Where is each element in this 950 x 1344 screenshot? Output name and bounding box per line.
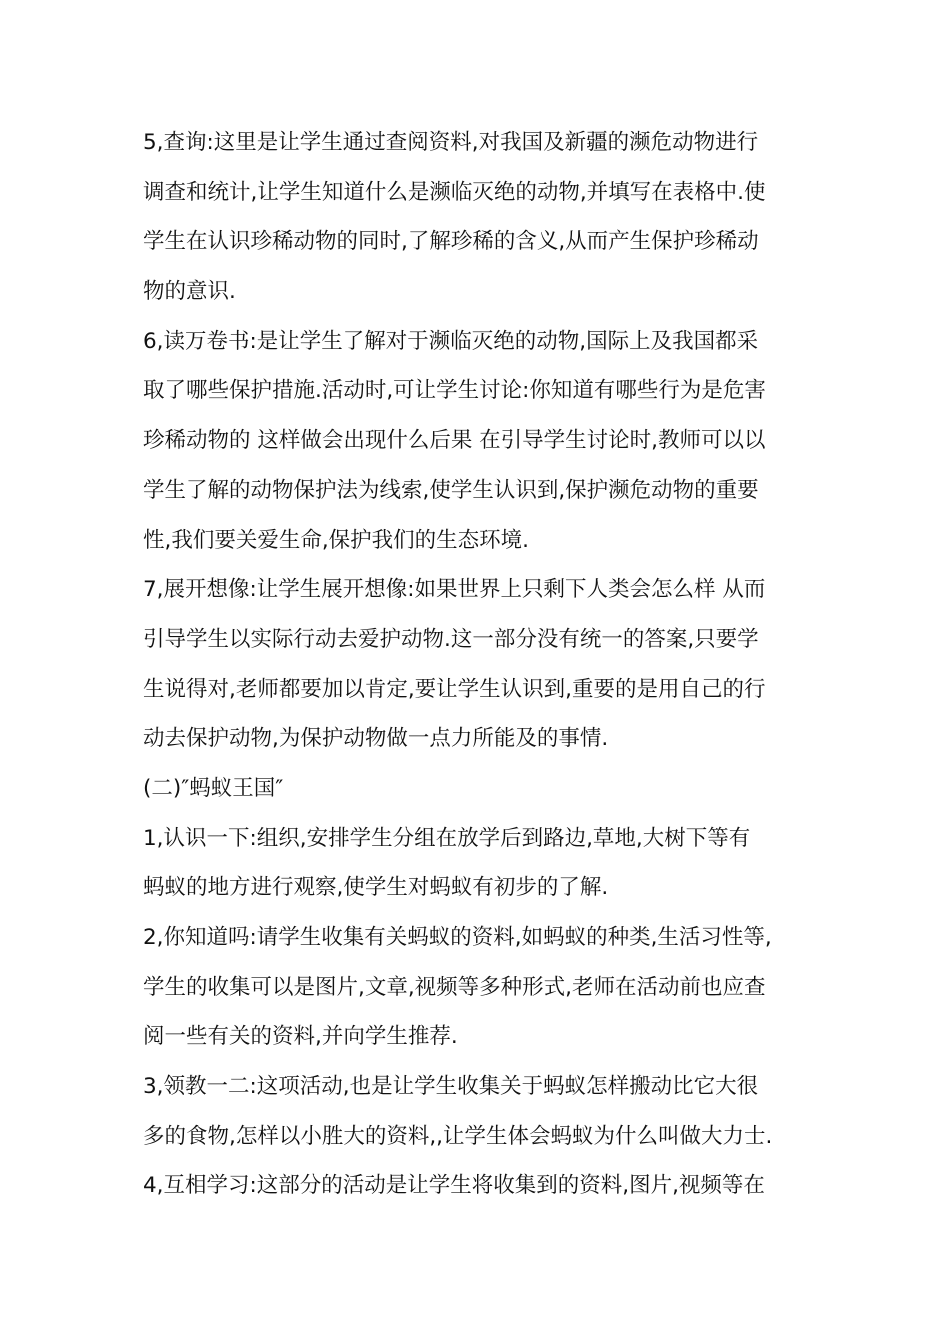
text-line: 7,展开想像:让学生展开想像:如果世界上只剩下人类会怎么样 从而 (143, 577, 766, 603)
text-line: 性,我们要关爱生命,保护我们的生态环境. (143, 527, 530, 553)
body-text (143, 123, 815, 1216)
section-heading: (二)″蚂蚁王国″ (143, 775, 284, 801)
text-line: 6,读万卷书:是让学生了解对于濒临灭绝的动物,国际上及我国都采 (143, 328, 759, 354)
text-line: 4,互相学习:这部分的活动是让学生将收集到的资料,图片,视频等在 (143, 1173, 765, 1199)
text-line: 3,领教一二:这项活动,也是让学生收集关于蚂蚁怎样搬动比它大很 (143, 1074, 759, 1100)
text-line: 阅一些有关的资料,并向学生推荐. (143, 1024, 458, 1050)
text-line: 学生在认识珍稀动物的同时,了解珍稀的含义,从而产生保护珍稀动 (143, 229, 759, 255)
text-line: 珍稀动物的 这样做会出现什么后果 在引导学生讨论时,教师可以以 (143, 428, 766, 454)
text-line: 学生了解的动物保护法为线索,使学生认识到,保护濒危动物的重要 (143, 477, 759, 503)
text-line: 学生的收集可以是图片,文章,视频等多种形式,老师在活动前也应查 (143, 974, 766, 1000)
text-line: 调查和统计,让学生知道什么是濒临灭绝的动物,并填写在表格中.使 (143, 179, 766, 205)
text-line: 取了哪些保护措施.活动时,可让学生讨论:你知道有哪些行为是危害 (143, 378, 766, 404)
text-line: 5,查询:这里是让学生通过查阅资料,对我国及新疆的濒危动物进行 (143, 130, 759, 155)
text-line: 引导学生以实际行动去爱护动物.这一部分没有统一的答案,只要学 (143, 626, 759, 652)
text-line: 蚂蚁的地方进行观察,使学生对蚂蚁有初步的了解. (143, 875, 609, 901)
text-line: 生说得对,老师都要加以肯定,要让学生认识到,重要的是用自己的行 (143, 676, 766, 702)
text-line: 多的食物,怎样以小胜大的资料,,让学生体会蚂蚁为什么叫做大力士. (143, 1123, 773, 1149)
text-line: 1,认识一下:组织,安排学生分组在放学后到路边,草地,大树下等有 (143, 825, 751, 851)
text-line: 物的意识. (143, 279, 236, 305)
text-line: 2,你知道吗:请学生收集有关蚂蚁的资料,如蚂蚁的种类,生活习性等, (143, 925, 772, 950)
text-line: 动去保护动物,为保护动物做一点力所能及的事情. (143, 726, 609, 752)
